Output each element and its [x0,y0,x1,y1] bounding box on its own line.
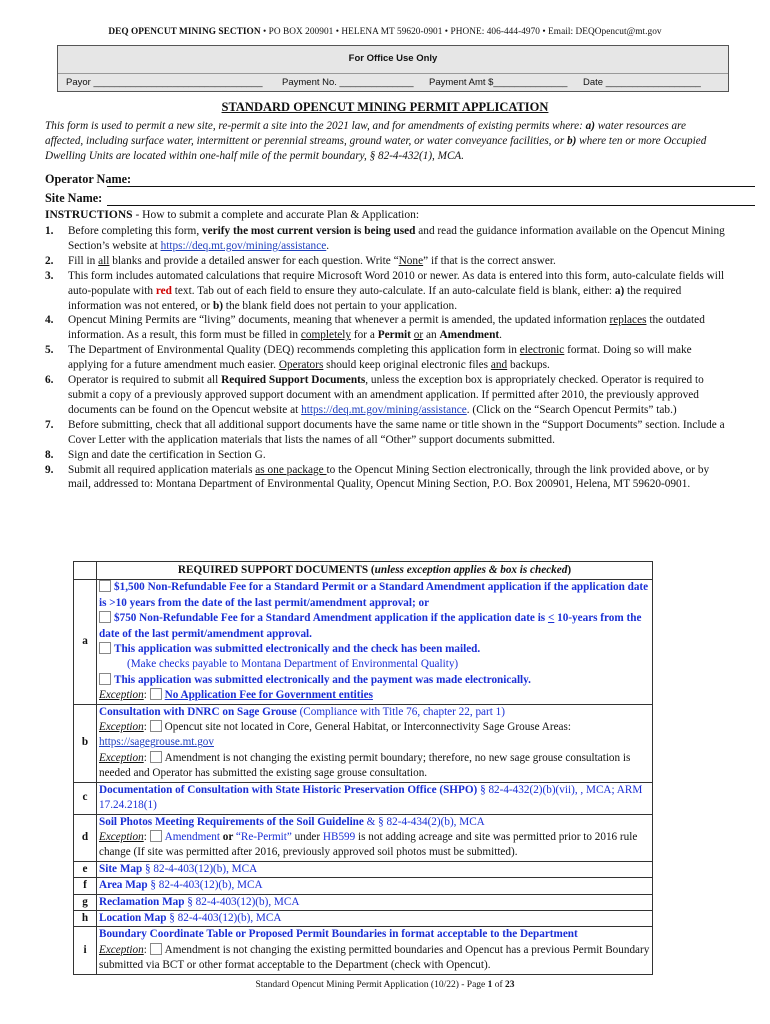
agency-header [0,27,770,37]
page-footer: Standard Opencut Mining Permit Application (10/22) - Page 1 of 23 [255,980,515,990]
row-letter: i [74,927,97,974]
page-total: 23 [505,980,515,990]
page-title: STANDARD OPENCUT MINING PERMIT APPLICATION [221,100,549,114]
date-field[interactable]: Date __________________ [583,77,701,88]
table-row: g Reclamation Map § 82-4-403(12)(b), MCA [74,894,653,910]
row-letter: c [74,782,97,814]
agency-contact: • PO BOX 200901 • HELENA MT 59620-0901 • PHONE: 406-444-4970 • Email: DEQOpencut@mt.gov [260,27,662,37]
table-header-row [74,562,653,580]
assistance-link[interactable]: https://deq.mt.gov/mining/assistance [160,239,327,252]
table-row [74,927,653,974]
office-use-box [57,45,729,92]
site-map-label: Site Map [99,862,143,875]
instruction-item: 1. Before completing this form, verify the most current version is being used and read the guidance information available on the Opencut Mining Section’s website at https://deq.mt.gov/mining/assistance. [45,225,725,252]
payable-note: (Make checks payable to Montana Department of Environmental Quality) [127,658,459,671]
table-row: h Location Map § 82-4-403(12)(b), MCA [74,910,653,926]
fee-cell: $1,500 Non-Refundable Fee for a Standard Permit or a Standard Amendment application if the application date is >10 years from the date of the last permit/amendment approval; or $750 Non-Refundable Fee for a Standard Amendment application if the application date is < 10-years from the date of the last permit/amendment approval. This application was submitted electronically and the check has been mailed. (Make checks payable to Montana Department of Environmental Quality) This application was submitted electronically and the payment was made electronically. Exception: No Application Fee for Government entities [97,580,653,704]
instructions-heading: INSTRUCTIONS - How to submit a complete and accurate Plan & Application: [45,209,420,221]
table-row [74,814,653,861]
boundary-cell: Boundary Coordinate Table or Proposed Permit Boundaries in format acceptable to the Department Exception: Amendment is not changing the existing permitted boundaries and Opencut has a previous Permit Boundary submitted via BCT or other format acceptable to the Department (check with Opencut). [97,927,653,974]
instruction-item: 2. Fill in all blanks and provide a detailed answer for each question. Write “None” if that is the correct answer. [45,254,556,267]
reclamation-map-label: Reclamation Map [99,895,185,908]
area-map-label: Area Map [99,879,148,892]
instruction-item: 9. Submit all required application materials as one package to the Opencut Mining Section electronically, through the link provided above, or by mail, addressed to: Montana Department of Environmental Quality, Opencut Mining Section, P.O. Box 200901, Helena, MT 59620-0901. [45,463,710,491]
boundary-exception-checkbox[interactable] [150,943,162,955]
sage-grouse-link[interactable]: https://sagegrouse.mt.gov [99,736,214,749]
instruction-item: 4. Opencut Mining Permits are “living” documents, meaning that whenever a permit is amended, the updated information replaces the outdated information. As a result, this form must be filled in completely for a Permit or an Amendment. [45,314,705,342]
check-mailed-checkbox[interactable] [99,642,111,654]
instruction-item: 3. This form includes automated calculations that require Microsoft Word 2010 or newer. As data is entered into this form, auto-calculate fields will auto-populate with red text. Tab out of each field to ensure they auto-calculate. If an auto-calculate field is blank, either: a) the required information was not entered, or b) the blank field does not pertain to your application. [45,269,725,312]
paid-electronically-checkbox[interactable] [99,673,111,685]
intro-paragraph: This form is used to permit a new site, re-permit a site into the 2021 law, and for amendments of existing permits where: a) water resources are affected, including surface water, intermittent or perennial streams, ground water, or water conveyance facilities, or b) where ten or more Occupied Dwelling Units are located within one-half mile of the permit boundary, § 82-4-432(1), MCA. [45,120,707,162]
required-documents-table [73,561,653,975]
sage-grouse-exception-1-checkbox[interactable] [150,720,162,732]
instruction-item: 8. Sign and date the certification in Section G. [45,448,266,461]
site-name-input[interactable] [107,192,755,206]
row-letter: e [74,861,97,877]
row-letter: a [74,580,97,704]
payment-amt-field[interactable]: Payment Amt $______________ [429,77,568,88]
location-map-label: Location Map [99,911,167,924]
row-letter: g [74,894,97,910]
soil-photos-cell: Soil Photos Meeting Requirements of the Soil Guideline & § 82-4-434(2)(b), MCA Exception: Amendment or “Re-Permit” under HB599 is not adding acreage and site was permitted prior to 2016 rule change (If site was permitted after 2016, previously approved soil photos must be submitted). [97,814,653,861]
table-row: e Site Map § 82-4-403(12)(b), MCA [74,861,653,877]
table-header: REQUIRED SUPPORT DOCUMENTS (unless exception applies & box is checked) [97,562,653,580]
opencut-website-link[interactable]: https://deq.mt.gov/mining/assistance [301,403,467,416]
no-fee-exception-checkbox[interactable] [150,688,162,700]
table-row [74,580,653,704]
page-number: 1 [487,980,493,990]
table-row [74,782,653,814]
row-letter: b [74,704,97,782]
operator-name-input[interactable] [107,173,755,187]
agency-name: DEQ OPENCUT MINING SECTION [108,27,261,37]
site-name-label: Site Name: [45,191,103,205]
shpo-cell: Documentation of Consultation with State Historic Preservation Office (SHPO) § 82-4-432(2)(b)(vii), , MCA; ARM 17.24.218(1) [97,782,653,814]
table-row [74,704,653,782]
table-row: f Area Map § 82-4-403(12)(b), MCA [74,878,653,894]
payor-field[interactable]: Payor ________________________________ [66,77,263,88]
operator-name-row [45,172,131,187]
fee-750-checkbox[interactable] [99,611,111,623]
office-use-title: For Office Use Only [348,53,438,64]
site-name-row [45,191,102,206]
payment-no-field[interactable]: Payment No. ______________ [282,77,414,88]
row-letter: d [74,814,97,861]
row-letter: f [74,878,97,894]
instruction-item: 5. The Department of Environmental Quality (DEQ) recommends completing this application form in electronic format. Doing so will make applying for a future amendment much easier. Operators should keep original electronic files and backups. [45,344,692,372]
soil-photos-exception-checkbox[interactable] [150,830,162,842]
row-letter: h [74,910,97,926]
sage-grouse-exception-2-checkbox[interactable] [150,751,162,763]
sage-grouse-cell: Consultation with DNRC on Sage Grouse (Compliance with Title 76, chapter 22, part 1) Exception: Opencut site not located in Core, General Habitat, or Interconnectivity Sage Grouse Areas: https://sagegrouse.mt.gov Exception: Amendment is not changing the existing permit boundary; therefore, no new sage grouse consultation is needed and Operator has submitted the existing sage grouse consultation. [97,704,653,782]
fee-1500-checkbox[interactable] [99,580,111,592]
instructions-list [45,224,725,492]
office-use-fields [58,73,728,91]
operator-name-label: Operator Name: [45,172,132,186]
instruction-item: 7. Before submitting, check that all additional support documents have the same name or title shown in the “Support Documents” section. Include a Cover Letter with the application materials that lists the names of all “Other” support documents submitted. [45,418,725,446]
instruction-item: 6. Operator is required to submit all Required Support Documents, unless the exception box is appropriately checked. Operator is required to submit a copy of a previously approved support document with an amendment application. If permitted after 2010, the previously approved documents can be found on the Opencut website at https://deq.mt.gov/mining/assistance. (Click on the “Search Opencut Permits” tab.) [45,374,704,416]
